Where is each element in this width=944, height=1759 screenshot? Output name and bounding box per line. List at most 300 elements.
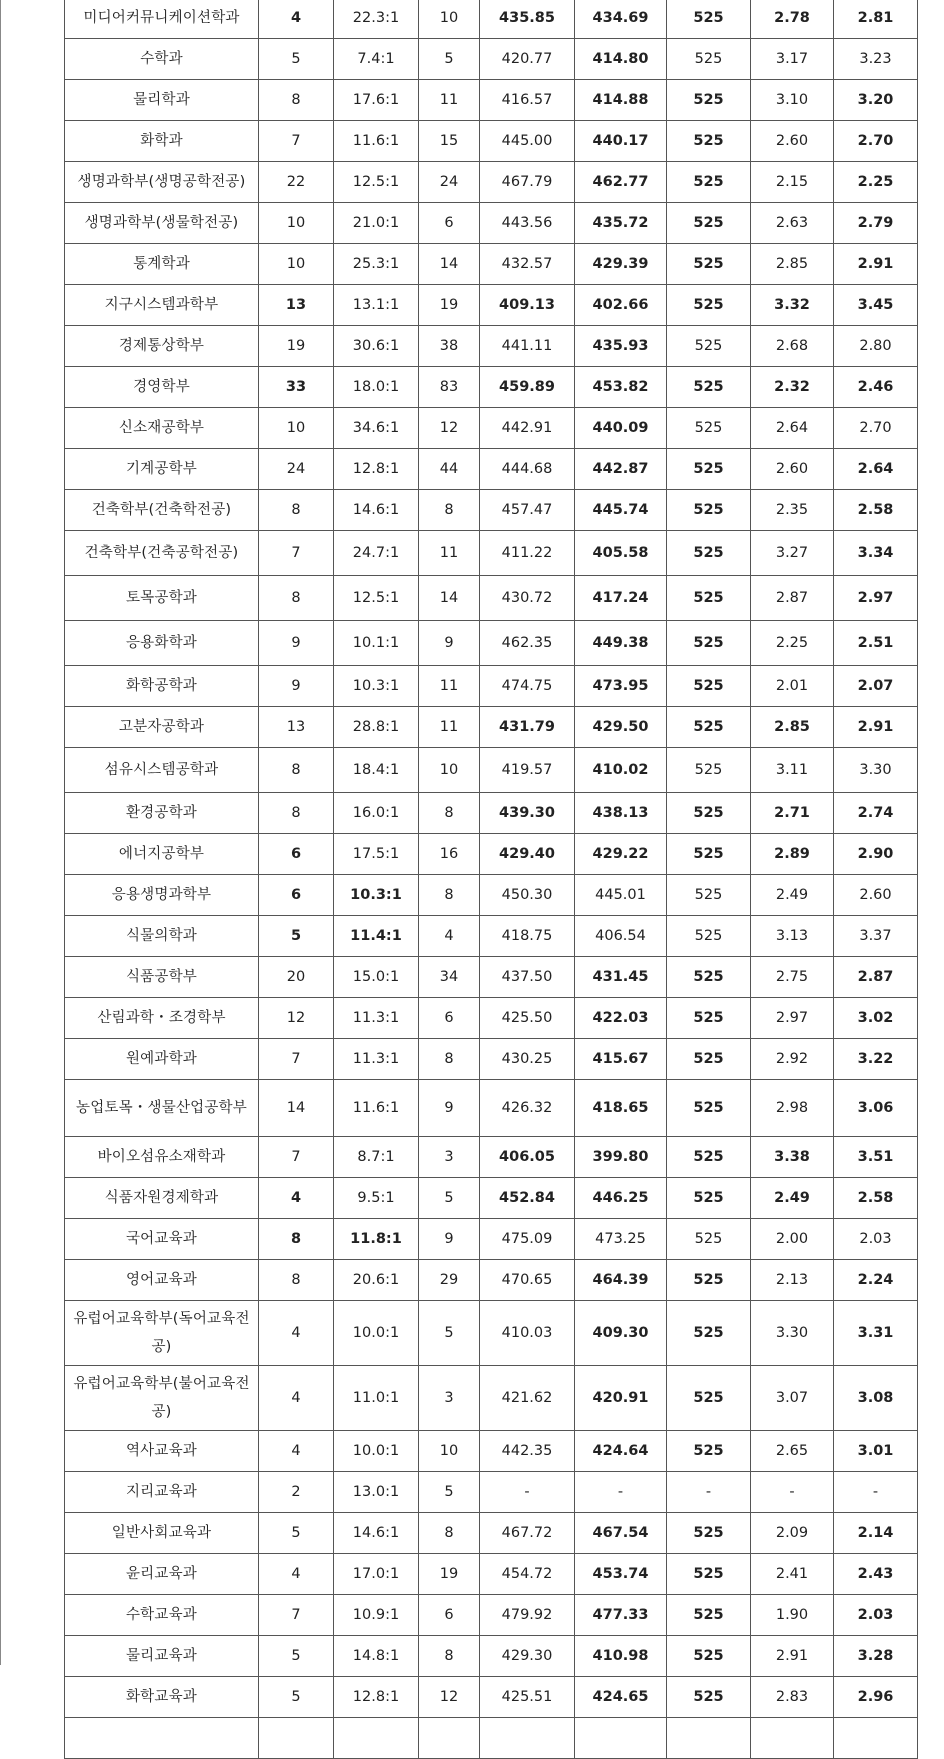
avg-score-cell: 406.05: [480, 1137, 575, 1178]
dept-name-cell: 농업토목・생물산업공학부: [65, 1080, 259, 1137]
max-score-cell: 525: [667, 285, 751, 326]
cutoff-score-cell: 409.30: [575, 1301, 667, 1366]
max-score-cell: 525: [667, 1039, 751, 1080]
max-score-cell: [667, 1718, 751, 1759]
applicants-cell: 8: [419, 793, 480, 834]
dept-name-cell: 식품자원경제학과: [65, 1178, 259, 1219]
table-row: [65, 576, 918, 621]
table-row: [65, 490, 918, 531]
competition-rate-cell: 16.0:1: [334, 793, 419, 834]
cutoff-grade-cell: 3.02: [834, 998, 918, 1039]
applicants-cell: 9: [419, 1080, 480, 1137]
avg-score-cell: 420.77: [480, 39, 575, 80]
competition-rate-cell: 17.0:1: [334, 1554, 419, 1595]
avg-grade-cell: 2.63: [751, 203, 834, 244]
dept-name-cell: 고분자공학과: [65, 707, 259, 748]
applicants-cell: 8: [419, 1039, 480, 1080]
cutoff-score-cell: 410.02: [575, 748, 667, 793]
quota-cell: 10: [259, 203, 334, 244]
quota-cell: 4: [259, 1178, 334, 1219]
max-score-cell: 525: [667, 834, 751, 875]
dept-name-cell: 원예과학과: [65, 1039, 259, 1080]
dept-name-cell: 건축학부(건축공학전공): [65, 531, 259, 576]
max-score-cell: 525: [667, 0, 751, 39]
dept-name-cell: 유럽어교육학부(불어교육전공): [65, 1366, 259, 1431]
max-score-cell: 525: [667, 621, 751, 666]
table-row: [65, 707, 918, 748]
applicants-cell: 10: [419, 748, 480, 793]
table-row: [65, 203, 918, 244]
quota-cell: 8: [259, 793, 334, 834]
quota-cell: 13: [259, 707, 334, 748]
avg-score-cell: 443.56: [480, 203, 575, 244]
cutoff-score-cell: 435.72: [575, 203, 667, 244]
competition-rate-cell: 28.8:1: [334, 707, 419, 748]
quota-cell: 10: [259, 408, 334, 449]
quota-cell: 4: [259, 1366, 334, 1431]
competition-rate-cell: 30.6:1: [334, 326, 419, 367]
quota-cell: 8: [259, 80, 334, 121]
table-row: [65, 0, 918, 39]
table-row: [65, 1080, 918, 1137]
quota-cell: 22: [259, 162, 334, 203]
avg-score-cell: 475.09: [480, 1219, 575, 1260]
avg-score-cell: 479.92: [480, 1595, 575, 1636]
cutoff-grade-cell: 2.87: [834, 957, 918, 998]
avg-grade-cell: 2.71: [751, 793, 834, 834]
avg-grade-cell: 3.10: [751, 80, 834, 121]
applicants-cell: 29: [419, 1260, 480, 1301]
competition-rate-cell: 34.6:1: [334, 408, 419, 449]
competition-rate-cell: 25.3:1: [334, 244, 419, 285]
cutoff-grade-cell: 2.60: [834, 875, 918, 916]
avg-score-cell: 442.35: [480, 1431, 575, 1472]
quota-cell: 8: [259, 1219, 334, 1260]
max-score-cell: 525: [667, 162, 751, 203]
avg-score-cell: 429.40: [480, 834, 575, 875]
max-score-cell: 525: [667, 244, 751, 285]
avg-grade-cell: 2.85: [751, 244, 834, 285]
max-score-cell: 525: [667, 793, 751, 834]
table-row: [65, 80, 918, 121]
cutoff-grade-cell: 2.14: [834, 1513, 918, 1554]
applicants-cell: 6: [419, 203, 480, 244]
dept-name-cell: 화학과: [65, 121, 259, 162]
applicants-cell: 8: [419, 490, 480, 531]
avg-grade-cell: 3.11: [751, 748, 834, 793]
cutoff-grade-cell: 3.51: [834, 1137, 918, 1178]
cutoff-grade-cell: 3.34: [834, 531, 918, 576]
table-row: [65, 666, 918, 707]
competition-rate-cell: 24.7:1: [334, 531, 419, 576]
cutoff-score-cell: 399.80: [575, 1137, 667, 1178]
quota-cell: 7: [259, 1595, 334, 1636]
applicants-cell: 12: [419, 408, 480, 449]
applicants-cell: 10: [419, 1431, 480, 1472]
quota-cell: 2: [259, 1472, 334, 1513]
cutoff-grade-cell: 2.91: [834, 244, 918, 285]
max-score-cell: 525: [667, 408, 751, 449]
table-row: [65, 1219, 918, 1260]
dept-name-cell: 섬유시스템공학과: [65, 748, 259, 793]
applicants-cell: 6: [419, 1595, 480, 1636]
dept-name-cell: 영어교육과: [65, 1260, 259, 1301]
max-score-cell: 525: [667, 531, 751, 576]
dept-name-cell: 물리교육과: [65, 1636, 259, 1677]
avg-score-cell: 467.79: [480, 162, 575, 203]
competition-rate-cell: 14.6:1: [334, 1513, 419, 1554]
cutoff-score-cell: 406.54: [575, 916, 667, 957]
table-row: [65, 748, 918, 793]
competition-rate-cell: 15.0:1: [334, 957, 419, 998]
applicants-cell: 3: [419, 1137, 480, 1178]
dept-name-cell: 식품공학부: [65, 957, 259, 998]
quota-cell: 33: [259, 367, 334, 408]
dept-name-cell: 토목공학과: [65, 576, 259, 621]
quota-cell: 9: [259, 621, 334, 666]
max-score-cell: 525: [667, 576, 751, 621]
max-score-cell: 525: [667, 1219, 751, 1260]
avg-score-cell: 459.89: [480, 367, 575, 408]
table-row: [65, 1039, 918, 1080]
max-score-cell: 525: [667, 1301, 751, 1366]
table-row: [65, 1431, 918, 1472]
quota-cell: 8: [259, 1260, 334, 1301]
applicants-cell: 4: [419, 916, 480, 957]
dept-name-cell: 화학공학과: [65, 666, 259, 707]
table-row: [65, 408, 918, 449]
avg-grade-cell: 2.97: [751, 998, 834, 1039]
avg-grade-cell: 2.89: [751, 834, 834, 875]
cutoff-grade-cell: 2.58: [834, 490, 918, 531]
table-row: [65, 1301, 918, 1366]
applicants-cell: 16: [419, 834, 480, 875]
quota-cell: 14: [259, 1080, 334, 1137]
cutoff-score-cell: 440.09: [575, 408, 667, 449]
quota-cell: 6: [259, 834, 334, 875]
quota-cell: 20: [259, 957, 334, 998]
competition-rate-cell: 21.0:1: [334, 203, 419, 244]
quota-cell: 8: [259, 490, 334, 531]
table-row: [65, 367, 918, 408]
cutoff-grade-cell: 3.20: [834, 80, 918, 121]
max-score-cell: 525: [667, 367, 751, 408]
dept-name-cell: 수학교육과: [65, 1595, 259, 1636]
avg-score-cell: 429.30: [480, 1636, 575, 1677]
avg-score-cell: 457.47: [480, 490, 575, 531]
avg-score-cell: 411.22: [480, 531, 575, 576]
competition-rate-cell: 22.3:1: [334, 0, 419, 39]
avg-score-cell: 454.72: [480, 1554, 575, 1595]
avg-grade-cell: 2.92: [751, 1039, 834, 1080]
cutoff-grade-cell: 2.43: [834, 1554, 918, 1595]
max-score-cell: 525: [667, 748, 751, 793]
competition-rate-cell: 9.5:1: [334, 1178, 419, 1219]
applicants-cell: 14: [419, 576, 480, 621]
table-row: [65, 916, 918, 957]
quota-cell: 4: [259, 1301, 334, 1366]
max-score-cell: 525: [667, 1260, 751, 1301]
max-score-cell: 525: [667, 1366, 751, 1431]
applicants-cell: 24: [419, 162, 480, 203]
avg-grade-cell: 2.64: [751, 408, 834, 449]
competition-rate-cell: 18.0:1: [334, 367, 419, 408]
quota-cell: 7: [259, 121, 334, 162]
avg-grade-cell: 2.32: [751, 367, 834, 408]
cutoff-grade-cell: 2.96: [834, 1677, 918, 1718]
competition-rate-cell: 11.4:1: [334, 916, 419, 957]
table-row: [65, 998, 918, 1039]
cutoff-score-cell: 435.93: [575, 326, 667, 367]
competition-rate-cell: 20.6:1: [334, 1260, 419, 1301]
table-row: [65, 1677, 918, 1718]
max-score-cell: -: [667, 1472, 751, 1513]
avg-grade-cell: 2.75: [751, 957, 834, 998]
quota-cell: 4: [259, 1431, 334, 1472]
competition-rate-cell: 8.7:1: [334, 1137, 419, 1178]
cutoff-score-cell: 410.98: [575, 1636, 667, 1677]
table-body: [65, 0, 918, 1759]
avg-grade-cell: 2.83: [751, 1677, 834, 1718]
quota-cell: 5: [259, 39, 334, 80]
avg-score-cell: 474.75: [480, 666, 575, 707]
applicants-cell: 19: [419, 285, 480, 326]
competition-rate-cell: 11.3:1: [334, 998, 419, 1039]
max-score-cell: 525: [667, 39, 751, 80]
avg-grade-cell: 3.32: [751, 285, 834, 326]
avg-score-cell: [480, 1718, 575, 1759]
max-score-cell: 525: [667, 875, 751, 916]
dept-name-cell: 신소재공학부: [65, 408, 259, 449]
table-row: [65, 1137, 918, 1178]
competition-rate-cell: 17.6:1: [334, 80, 419, 121]
quota-cell: 24: [259, 449, 334, 490]
max-score-cell: 525: [667, 957, 751, 998]
avg-grade-cell: 2.98: [751, 1080, 834, 1137]
max-score-cell: 525: [667, 1554, 751, 1595]
applicants-cell: 8: [419, 1513, 480, 1554]
dept-name-cell: 환경공학과: [65, 793, 259, 834]
cutoff-grade-cell: 3.23: [834, 39, 918, 80]
avg-score-cell: 462.35: [480, 621, 575, 666]
dept-name-cell: 산림과학・조경학부: [65, 998, 259, 1039]
table-row: [65, 834, 918, 875]
quota-cell: 5: [259, 916, 334, 957]
cutoff-score-cell: 424.65: [575, 1677, 667, 1718]
avg-score-cell: 425.51: [480, 1677, 575, 1718]
max-score-cell: 525: [667, 666, 751, 707]
table-row: [65, 1472, 918, 1513]
cutoff-score-cell: 429.50: [575, 707, 667, 748]
avg-score-cell: 419.57: [480, 748, 575, 793]
avg-grade-cell: 3.27: [751, 531, 834, 576]
competition-rate-cell: 12.5:1: [334, 576, 419, 621]
avg-score-cell: 426.32: [480, 1080, 575, 1137]
competition-rate-cell: 12.8:1: [334, 449, 419, 490]
applicants-cell: 11: [419, 666, 480, 707]
cutoff-score-cell: 438.13: [575, 793, 667, 834]
table-row: [65, 244, 918, 285]
cutoff-score-cell: 473.95: [575, 666, 667, 707]
avg-grade-cell: 2.60: [751, 121, 834, 162]
cutoff-grade-cell: 3.45: [834, 285, 918, 326]
avg-score-cell: -: [480, 1472, 575, 1513]
quota-cell: 8: [259, 576, 334, 621]
max-score-cell: 525: [667, 1595, 751, 1636]
applicants-cell: 3: [419, 1366, 480, 1431]
applicants-cell: 9: [419, 1219, 480, 1260]
cutoff-grade-cell: 2.70: [834, 408, 918, 449]
competition-rate-cell: 10.9:1: [334, 1595, 419, 1636]
table-row: [65, 531, 918, 576]
cutoff-grade-cell: 2.25: [834, 162, 918, 203]
avg-grade-cell: 2.41: [751, 1554, 834, 1595]
dept-name-cell: 유럽어교육학부(독어교육전공): [65, 1301, 259, 1366]
dept-name-cell: 역사교육과: [65, 1431, 259, 1472]
dept-name-cell: 수학과: [65, 39, 259, 80]
competition-rate-cell: 13.0:1: [334, 1472, 419, 1513]
cutoff-score-cell: 467.54: [575, 1513, 667, 1554]
cutoff-grade-cell: 2.51: [834, 621, 918, 666]
max-score-cell: 525: [667, 707, 751, 748]
max-score-cell: 525: [667, 1431, 751, 1472]
dept-name-cell: 응용생명과학부: [65, 875, 259, 916]
cutoff-grade-cell: 2.97: [834, 576, 918, 621]
dept-name-cell: 일반사회교육과: [65, 1513, 259, 1554]
max-score-cell: 525: [667, 203, 751, 244]
cutoff-score-cell: 440.17: [575, 121, 667, 162]
quota-cell: 10: [259, 244, 334, 285]
applicants-cell: 83: [419, 367, 480, 408]
applicants-cell: 38: [419, 326, 480, 367]
quota-cell: 7: [259, 1137, 334, 1178]
cutoff-score-cell: 462.77: [575, 162, 667, 203]
applicants-cell: [419, 1718, 480, 1759]
cutoff-grade-cell: 3.28: [834, 1636, 918, 1677]
avg-score-cell: 450.30: [480, 875, 575, 916]
max-score-cell: 525: [667, 998, 751, 1039]
table-row: [65, 326, 918, 367]
dept-name-cell: 통계학과: [65, 244, 259, 285]
applicants-cell: 5: [419, 1472, 480, 1513]
competition-rate-cell: 11.8:1: [334, 1219, 419, 1260]
avg-grade-cell: 2.13: [751, 1260, 834, 1301]
avg-score-cell: 430.72: [480, 576, 575, 621]
cutoff-score-cell: 473.25: [575, 1219, 667, 1260]
cutoff-grade-cell: -: [834, 1472, 918, 1513]
max-score-cell: 525: [667, 121, 751, 162]
avg-score-cell: 416.57: [480, 80, 575, 121]
table-row: [65, 793, 918, 834]
competition-rate-cell: 12.5:1: [334, 162, 419, 203]
cutoff-score-cell: 415.67: [575, 1039, 667, 1080]
cutoff-grade-cell: 3.37: [834, 916, 918, 957]
avg-score-cell: 441.11: [480, 326, 575, 367]
cutoff-grade-cell: 3.22: [834, 1039, 918, 1080]
applicants-cell: 19: [419, 1554, 480, 1595]
avg-grade-cell: 2.60: [751, 449, 834, 490]
quota-cell: 19: [259, 326, 334, 367]
dept-name-cell: 미디어커뮤니케이션학과: [65, 0, 259, 39]
applicants-cell: 10: [419, 0, 480, 39]
cutoff-grade-cell: 2.07: [834, 666, 918, 707]
cutoff-score-cell: 445.74: [575, 490, 667, 531]
cutoff-grade-cell: 2.46: [834, 367, 918, 408]
avg-grade-cell: 3.38: [751, 1137, 834, 1178]
cutoff-grade-cell: 2.90: [834, 834, 918, 875]
cutoff-score-cell: 434.69: [575, 0, 667, 39]
table-row: [65, 39, 918, 80]
competition-rate-cell: 10.0:1: [334, 1431, 419, 1472]
cutoff-score-cell: 402.66: [575, 285, 667, 326]
avg-score-cell: 425.50: [480, 998, 575, 1039]
table-row: [65, 162, 918, 203]
admission-results-table: [64, 0, 918, 1759]
table-row: [65, 875, 918, 916]
avg-score-cell: 435.85: [480, 0, 575, 39]
competition-rate-cell: 11.6:1: [334, 1080, 419, 1137]
dept-name-cell: 기계공학부: [65, 449, 259, 490]
avg-grade-cell: 3.07: [751, 1366, 834, 1431]
avg-score-cell: 431.79: [480, 707, 575, 748]
quota-cell: 12: [259, 998, 334, 1039]
avg-grade-cell: 2.87: [751, 576, 834, 621]
quota-cell: 7: [259, 531, 334, 576]
cutoff-score-cell: 424.64: [575, 1431, 667, 1472]
avg-grade-cell: 2.49: [751, 1178, 834, 1219]
applicants-cell: 14: [419, 244, 480, 285]
table-row: [65, 1260, 918, 1301]
cutoff-score-cell: 442.87: [575, 449, 667, 490]
cutoff-score-cell: [575, 1718, 667, 1759]
dept-name-cell: 지구시스템과학부: [65, 285, 259, 326]
quota-cell: 9: [259, 666, 334, 707]
applicants-cell: 12: [419, 1677, 480, 1718]
max-score-cell: 525: [667, 1080, 751, 1137]
dept-name-cell: 바이오섬유소재학과: [65, 1137, 259, 1178]
avg-grade-cell: 2.85: [751, 707, 834, 748]
avg-grade-cell: 2.09: [751, 1513, 834, 1554]
max-score-cell: 525: [667, 490, 751, 531]
cutoff-score-cell: 449.38: [575, 621, 667, 666]
avg-grade-cell: 2.25: [751, 621, 834, 666]
dept-name-cell: 생명과학부(생물학전공): [65, 203, 259, 244]
table-row: [65, 121, 918, 162]
cutoff-grade-cell: 3.06: [834, 1080, 918, 1137]
cutoff-score-cell: 414.88: [575, 80, 667, 121]
avg-score-cell: 442.91: [480, 408, 575, 449]
avg-grade-cell: 2.35: [751, 490, 834, 531]
cutoff-score-cell: 429.39: [575, 244, 667, 285]
dept-name-cell: 경제통상학부: [65, 326, 259, 367]
max-score-cell: 525: [667, 1636, 751, 1677]
avg-score-cell: 467.72: [480, 1513, 575, 1554]
avg-score-cell: 445.00: [480, 121, 575, 162]
applicants-cell: 11: [419, 707, 480, 748]
avg-grade-cell: 2.49: [751, 875, 834, 916]
quota-cell: 13: [259, 285, 334, 326]
dept-name-cell: 윤리교육과: [65, 1554, 259, 1595]
dept-name-cell: 에너지공학부: [65, 834, 259, 875]
applicants-cell: 6: [419, 998, 480, 1039]
table-row: [65, 957, 918, 998]
cutoff-score-cell: 445.01: [575, 875, 667, 916]
competition-rate-cell: 7.4:1: [334, 39, 419, 80]
avg-grade-cell: 2.00: [751, 1219, 834, 1260]
avg-score-cell: 432.57: [480, 244, 575, 285]
table-row: [65, 1366, 918, 1431]
dept-name-cell: [65, 1718, 259, 1759]
